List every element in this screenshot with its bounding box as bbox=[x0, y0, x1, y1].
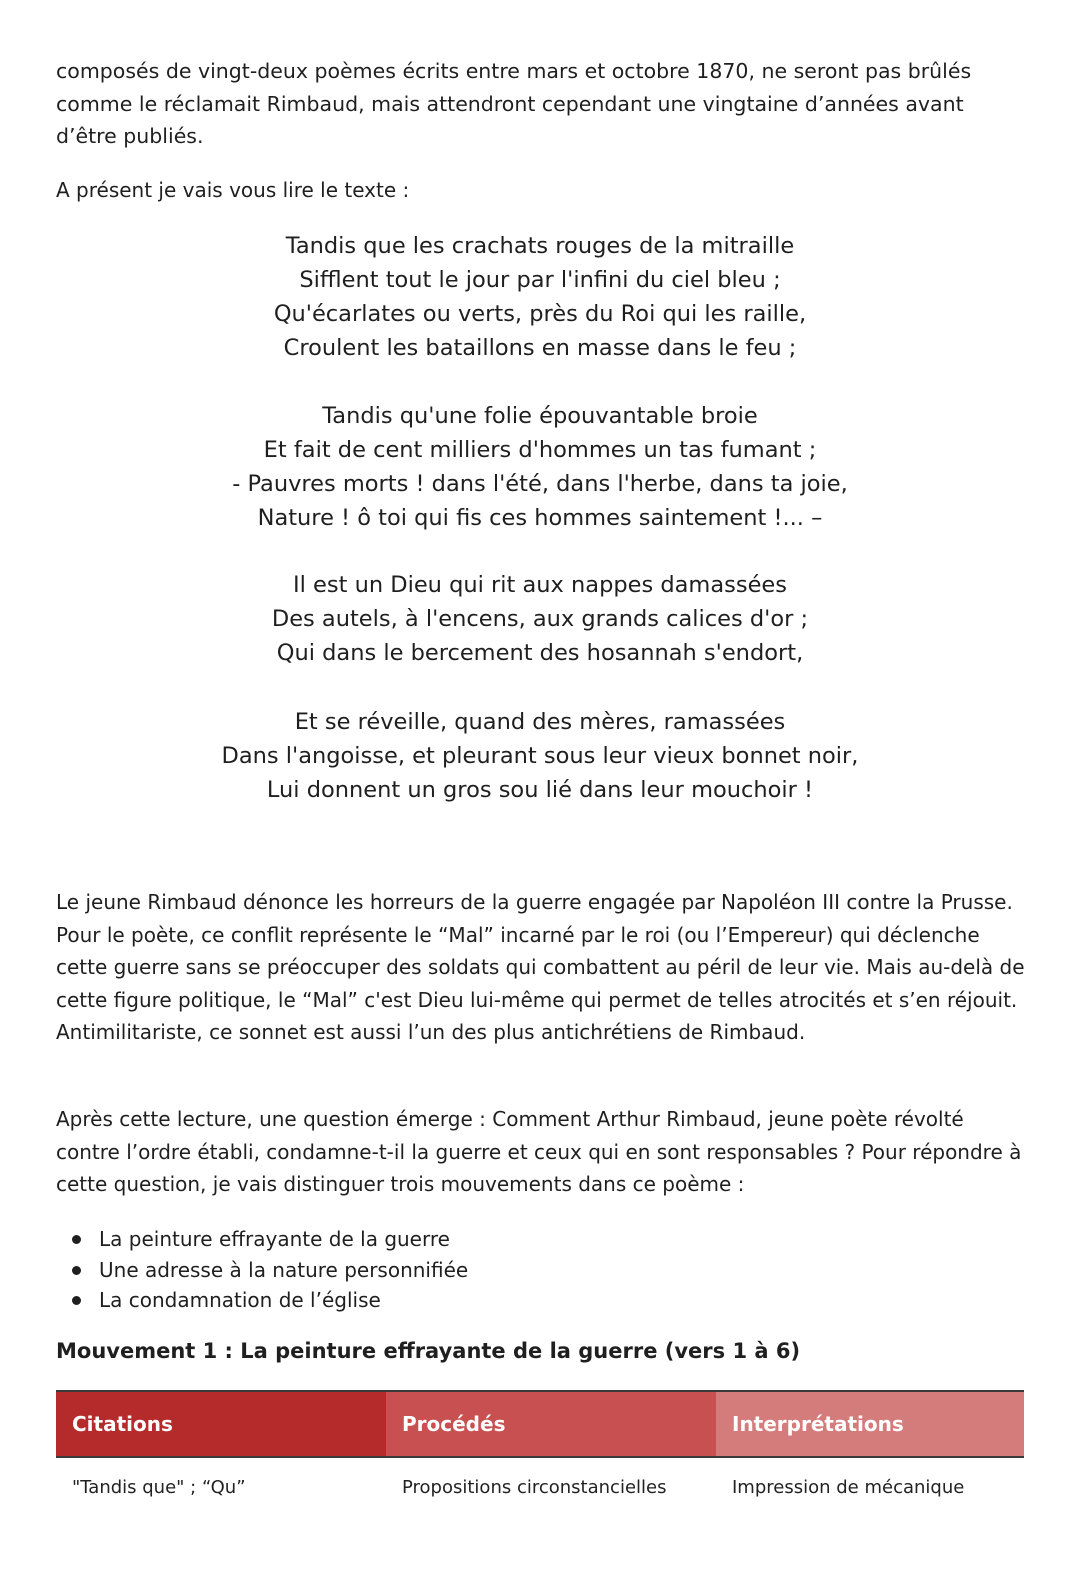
movements-list bbox=[56, 1224, 468, 1316]
analysis-paragraph: Le jeune Rimbaud dénonce les horreurs de la guerre engagée par Napoléon III contre la Prusse. Pour le poète, ce conflit représente le “Mal” incarné par le roi (ou l’Empereur) qui déclenche cette guerre sans se préoccuper des soldats qui combattent au péril de leur vie. Mais au-delà de cette figure politique, le “Mal” c'est Dieu lui-même qui permet de telles atrocités et s’en réjouit. Antimilitariste, ce sonnet est aussi l’un des plus antichrétiens de Rimbaud. bbox=[56, 890, 1025, 1044]
poem-stanza-3 bbox=[0, 568, 1080, 670]
poem-verse: Dans l'angoisse, et pleurant sous leur vieux bonnet noir, bbox=[221, 743, 859, 769]
bullet-icon bbox=[72, 1266, 81, 1275]
column-header-citations: Citations bbox=[56, 1392, 386, 1456]
table-cell: Propositions circonstancielles bbox=[402, 1477, 667, 1498]
poem-verse: Tandis que les crachats rouges de la mitraille bbox=[285, 233, 795, 259]
list-item bbox=[56, 1224, 468, 1255]
poem-verse: Des autels, à l'encens, aux grands calices d'or ; bbox=[271, 606, 809, 632]
bullet-icon bbox=[72, 1296, 81, 1305]
poem-verse: Et fait de cent milliers d'hommes un tas fumant ; bbox=[263, 437, 817, 463]
poem-verse: Qu'écarlates ou verts, près du Roi qui les raille, bbox=[273, 301, 807, 327]
reading-intro-line: A présent je vais vous lire le texte : bbox=[56, 178, 410, 202]
column-header-procedes: Procédés bbox=[386, 1392, 716, 1456]
poem-verse: Croulent les bataillons en masse dans le feu ; bbox=[283, 335, 797, 361]
poem-verse: - Pauvres morts ! dans l'été, dans l'herbe, dans ta joie, bbox=[232, 471, 848, 497]
list-item bbox=[56, 1285, 468, 1316]
poem-verse: Sifflent tout le jour par l'infini du ciel bleu ; bbox=[299, 267, 781, 293]
problem-question-paragraph: Après cette lecture, une question émerge : Comment Arthur Rimbaud, jeune poète révolté contre l’ordre établi, condamne-t-il la guerre et ceux qui en sont responsables ? Pour répondre à cette question, je vais distinguer trois mouvements dans ce poème : bbox=[56, 1107, 1022, 1196]
analysis-table bbox=[56, 1390, 1024, 1518]
poem-verse: Et se réveille, quand des mères, ramassées bbox=[294, 709, 786, 735]
list-item-label: Une adresse à la nature personnifiée bbox=[99, 1257, 469, 1282]
list-item bbox=[56, 1255, 468, 1286]
table-cell: Impression de mécanique bbox=[732, 1477, 965, 1498]
poem-stanza-2 bbox=[0, 399, 1080, 535]
poem-verse: Tandis qu'une folie épouvantable broie bbox=[322, 403, 758, 429]
poem-stanza-1 bbox=[0, 229, 1080, 365]
poem-stanza-4 bbox=[0, 705, 1080, 807]
poem-verse: Lui donnent un gros sou lié dans leur mouchoir ! bbox=[266, 777, 814, 803]
poem-verse: Nature ! ô toi qui fis ces hommes saintement !... – bbox=[257, 505, 823, 531]
table-row bbox=[56, 1458, 1024, 1518]
bullet-icon bbox=[72, 1235, 81, 1244]
poem-verse: Il est un Dieu qui rit aux nappes damassées bbox=[293, 572, 787, 598]
table-header-row bbox=[56, 1392, 1024, 1458]
intro-paragraph: composés de vingt-deux poèmes écrits entre mars et octobre 1870, ne seront pas brûlés comme le réclamait Rimbaud, mais attendront cependant une vingtaine d’années avant d’être publiés. bbox=[56, 59, 972, 148]
list-item-label: La peinture effrayante de la guerre bbox=[99, 1227, 450, 1251]
poem-verse: Qui dans le bercement des hosannah s'endort, bbox=[276, 640, 804, 666]
column-header-interpretations: Interprétations bbox=[716, 1392, 1024, 1456]
section-heading: Mouvement 1 : La peinture effrayante de la guerre (vers 1 à 6) bbox=[56, 1339, 801, 1363]
table-cell: "Tandis que" ; “Qu” bbox=[72, 1477, 246, 1498]
list-item-label: La condamnation de l’église bbox=[99, 1288, 381, 1312]
